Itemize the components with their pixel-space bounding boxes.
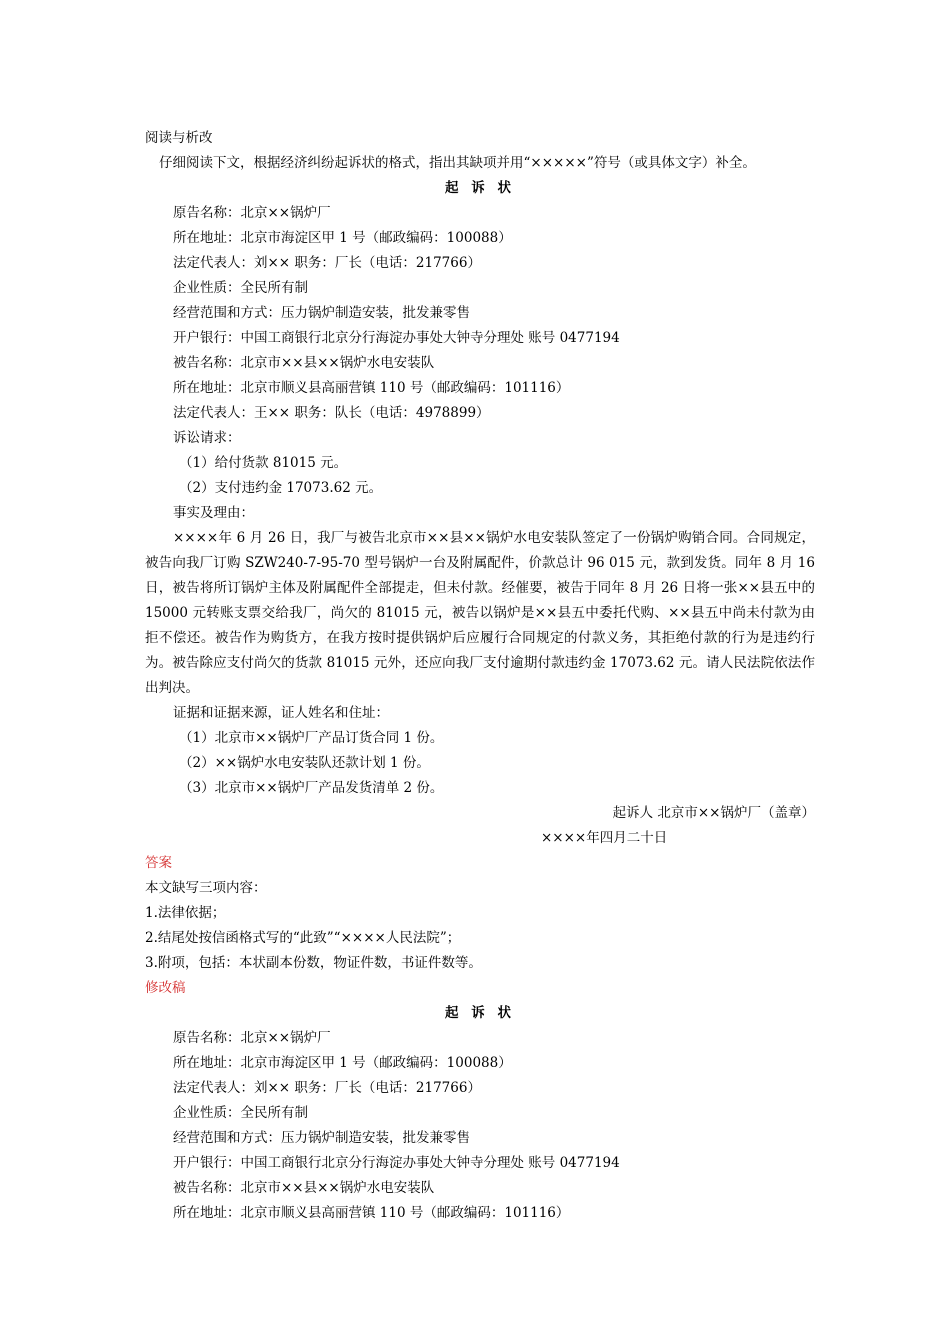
revised-plaintiff-bank: 开户银行：中国工商银行北京分行海淀办事处大钟寺分理处 账号 0477194 bbox=[173, 1155, 620, 1171]
revised-title: 起 诉 状 bbox=[445, 1005, 515, 1021]
revised-plaintiff-representative: 法定代表人：刘×× 职务：厂长（电话：217766） bbox=[173, 1080, 481, 1096]
claim-item: （1）给付货款 81015 元。 bbox=[179, 455, 348, 471]
revised-plaintiff-nature: 企业性质：全民所有制 bbox=[173, 1105, 308, 1121]
facts-header: 事实及理由： bbox=[173, 505, 254, 521]
plaintiff-nature: 企业性质：全民所有制 bbox=[173, 280, 308, 296]
evidence-item: （3）北京市××锅炉厂产品发货清单 2 份。 bbox=[179, 780, 444, 796]
complaint-date: ××××年四月二十日 bbox=[541, 830, 668, 846]
revised-defendant-address: 所在地址：北京市顺义县高丽营镇 110 号（邮政编码：101116） bbox=[173, 1205, 570, 1221]
claim-item: （2）支付违约金 17073.62 元。 bbox=[179, 480, 383, 496]
facts-paragraph: ××××年 6 月 26 日，我厂与被告北京市××县××锅炉水电安装队签定了一份锅炉购销合同。合同规定，被告向我厂订购 SZW240-7-95-70 型号锅炉一台及附属配件，价款总计 96 015 元，款到发货。同年 8 月 16 日，被告将所订锅炉主体及附属配件全部提走，但未付款。经催要，被告于同年 8 月 26 日将一张××县五中的 15000 元转账支票交给我厂，尚欠的 81015 元，被告以锅炉是××县五中委托代购、××县五中尚未付款为由拒不偿还。被告作为购货方，在我方按时提供锅炉后应履行合同规定的付款义务，其拒绝付款的行为是违约行为。被告除应支付尚欠的货款 81015 元外，还应向我厂支付逾期付款违约金 17073.62 元。请人民法院依法作出判决。 bbox=[145, 530, 815, 696]
revised-plaintiff-address: 所在地址：北京市海淀区甲 1 号（邮政编码：100088） bbox=[173, 1055, 512, 1071]
defendant-name: 被告名称：北京市××县××锅炉水电安装队 bbox=[173, 355, 435, 371]
answer-label: 答案 bbox=[145, 855, 172, 871]
plaintiff-representative: 法定代表人：刘×× 职务：厂长（电话：217766） bbox=[173, 255, 481, 271]
answer-item: 3.附项，包括：本状副本份数，物证件数，书证件数等。 bbox=[145, 955, 482, 971]
plaintiff-name: 原告名称：北京××锅炉厂 bbox=[173, 205, 331, 221]
evidence-header: 证据和证据来源，证人姓名和住址： bbox=[173, 705, 389, 721]
evidence-item: （1）北京市××锅炉厂产品订货合同 1 份。 bbox=[179, 730, 444, 746]
plaintiff-bank: 开户银行：中国工商银行北京分行海淀办事处大钟寺分理处 账号 0477194 bbox=[173, 330, 620, 346]
instruction-text: 仔细阅读下文，根据经济纠纷起诉状的格式，指出其缺项并用“×××××”符号（或具体文字）补全。 bbox=[159, 155, 756, 171]
answer-intro: 本文缺写三项内容： bbox=[145, 880, 267, 896]
answer-item: 2.结尾处按信函格式写的“此致”“××××人民法院”； bbox=[145, 930, 461, 946]
complaint-title: 起 诉 状 bbox=[445, 180, 515, 196]
plaintiff-address: 所在地址：北京市海淀区甲 1 号（邮政编码：100088） bbox=[173, 230, 512, 246]
section-heading-read: 阅读与析改 bbox=[145, 130, 213, 146]
defendant-address: 所在地址：北京市顺义县高丽营镇 110 号（邮政编码：101116） bbox=[173, 380, 570, 396]
claims-header: 诉讼请求： bbox=[173, 430, 241, 446]
document-page bbox=[145, 126, 815, 1226]
plaintiff-scope: 经营范围和方式：压力锅炉制造安装，批发兼零售 bbox=[173, 305, 470, 321]
signature: 起诉人 北京市××锅炉厂（盖章） bbox=[612, 805, 815, 821]
defendant-representative: 法定代表人：王×× 职务：队长（电话：4978899） bbox=[173, 405, 490, 421]
revised-defendant-name: 被告名称：北京市××县××锅炉水电安装队 bbox=[173, 1180, 435, 1196]
evidence-item: （2）××锅炉水电安装队还款计划 1 份。 bbox=[179, 755, 430, 771]
revised-plaintiff-scope: 经营范围和方式：压力锅炉制造安装，批发兼零售 bbox=[173, 1130, 470, 1146]
revised-label: 修改稿 bbox=[145, 980, 186, 996]
revised-plaintiff-name: 原告名称：北京××锅炉厂 bbox=[173, 1030, 331, 1046]
answer-item: 1.法律依据； bbox=[145, 905, 226, 921]
